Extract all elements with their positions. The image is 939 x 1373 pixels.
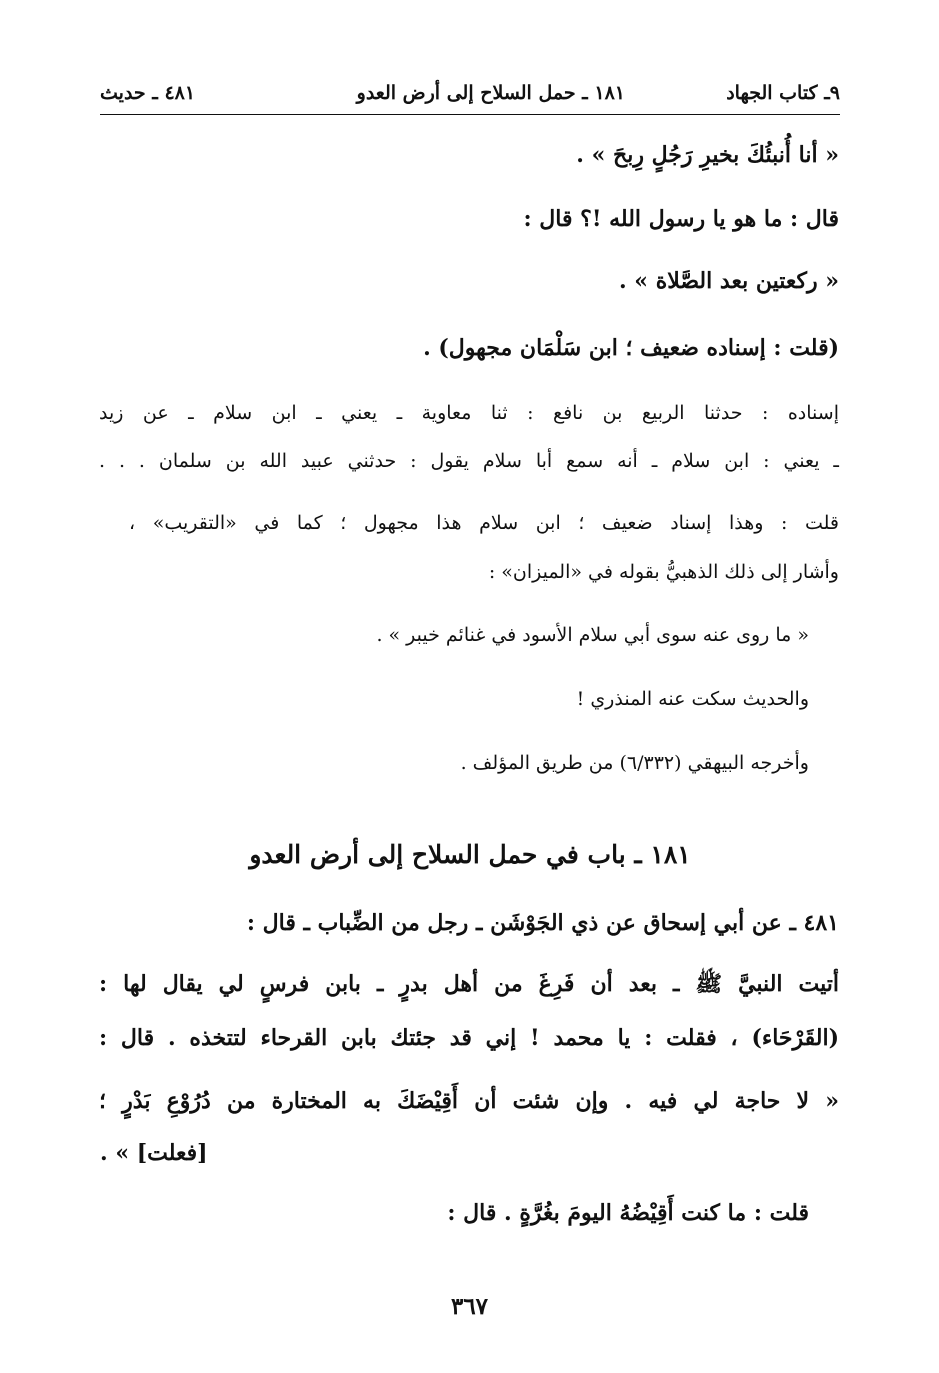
- hadith-question-line: قال : ما هو يا رسول الله !؟ قال :: [523, 206, 839, 232]
- running-header: [100, 78, 840, 112]
- isnad-line-1: إسناده : حدثنا الربيع بن نافع : ثنا معاوية ـ يعني ـ ابن سلام ـ عن زيد: [99, 402, 839, 424]
- header-book-title: ٩ـ كتاب الجهاد: [726, 82, 840, 104]
- hadith-answer-line: « ركعتين بعد الصَّلاة » .: [618, 268, 839, 294]
- commentary-mundhiri-line: والحديث سكت عنه المنذري !: [576, 688, 809, 710]
- header-divider: [100, 114, 840, 115]
- isnad-line-2: ـ يعني : ابن سلام ـ أنه سمع أبا سلام يقول : حدثني عبيد الله بن سلمان . . .: [99, 450, 839, 472]
- commentary-line-1: قلت : وهذا إسناد ضعيف ؛ ابن سلام هذا مجهول ؛ كما في «التقريب» ،: [129, 512, 839, 534]
- chapter-title: ١٨١ ـ باب في حمل السلاح إلى أرض العدو: [249, 840, 691, 869]
- hadith-481-opening: ٤٨١ ـ عن أبي إسحاق عن ذي الجَوْشَن ـ رجل من الضِّباب ـ قال :: [246, 910, 839, 936]
- hadith-481-line-3: (القَرْحَاء) ، فقلت : يا محمد ! إني قد جئتك بابن القرحاء لتتخذه . قال :: [99, 1025, 839, 1051]
- commentary-line-2: وأشار إلى ذلك الذهبيُّ بقوله في «الميزان» :: [488, 561, 839, 583]
- hadith-481-line-6: قلت : ما كنت أَقِيْضُهُ اليومَ بغُرَّةٍ . قال :: [447, 1200, 809, 1226]
- header-hadith-number: ٤٨١ ـ حديث: [100, 82, 196, 104]
- hadith-quote-line: « أنا أُنبئُكَ بخيرِ رَجُلٍ رِبحَ » .: [576, 142, 839, 168]
- grading-line: (قلت : إسناده ضعيف ؛ ابن سَلْمَان مجهول) .: [423, 335, 839, 361]
- hadith-481-line-5: [فعلت] » .: [100, 1140, 208, 1166]
- commentary-quote-line: « ما روى عنه سوى أبي سلام الأسود في غنائم خيبر » .: [376, 624, 809, 646]
- hadith-481-line-2: أتيت النبيَّ ﷺ ـ بعد أن فَرِغَ من أهل بدرٍ ـ بابن فرسٍ لي يقال لها :: [99, 971, 839, 997]
- commentary-bayhaqi-line: وأخرجه البيهقي (٦/٣٣٢) من طريق المؤلف .: [460, 752, 809, 774]
- page-number: ٣٦٧: [450, 1293, 489, 1320]
- header-chapter-title: ١٨١ ـ حمل السلاح إلى أرض العدو: [356, 82, 625, 104]
- hadith-481-line-4: « لا حاجة لي فيه . وإن شئت أن أَقِيْضَكَ به المختارة من دُرُوْعِ بَدْرٍ ؛: [99, 1088, 839, 1114]
